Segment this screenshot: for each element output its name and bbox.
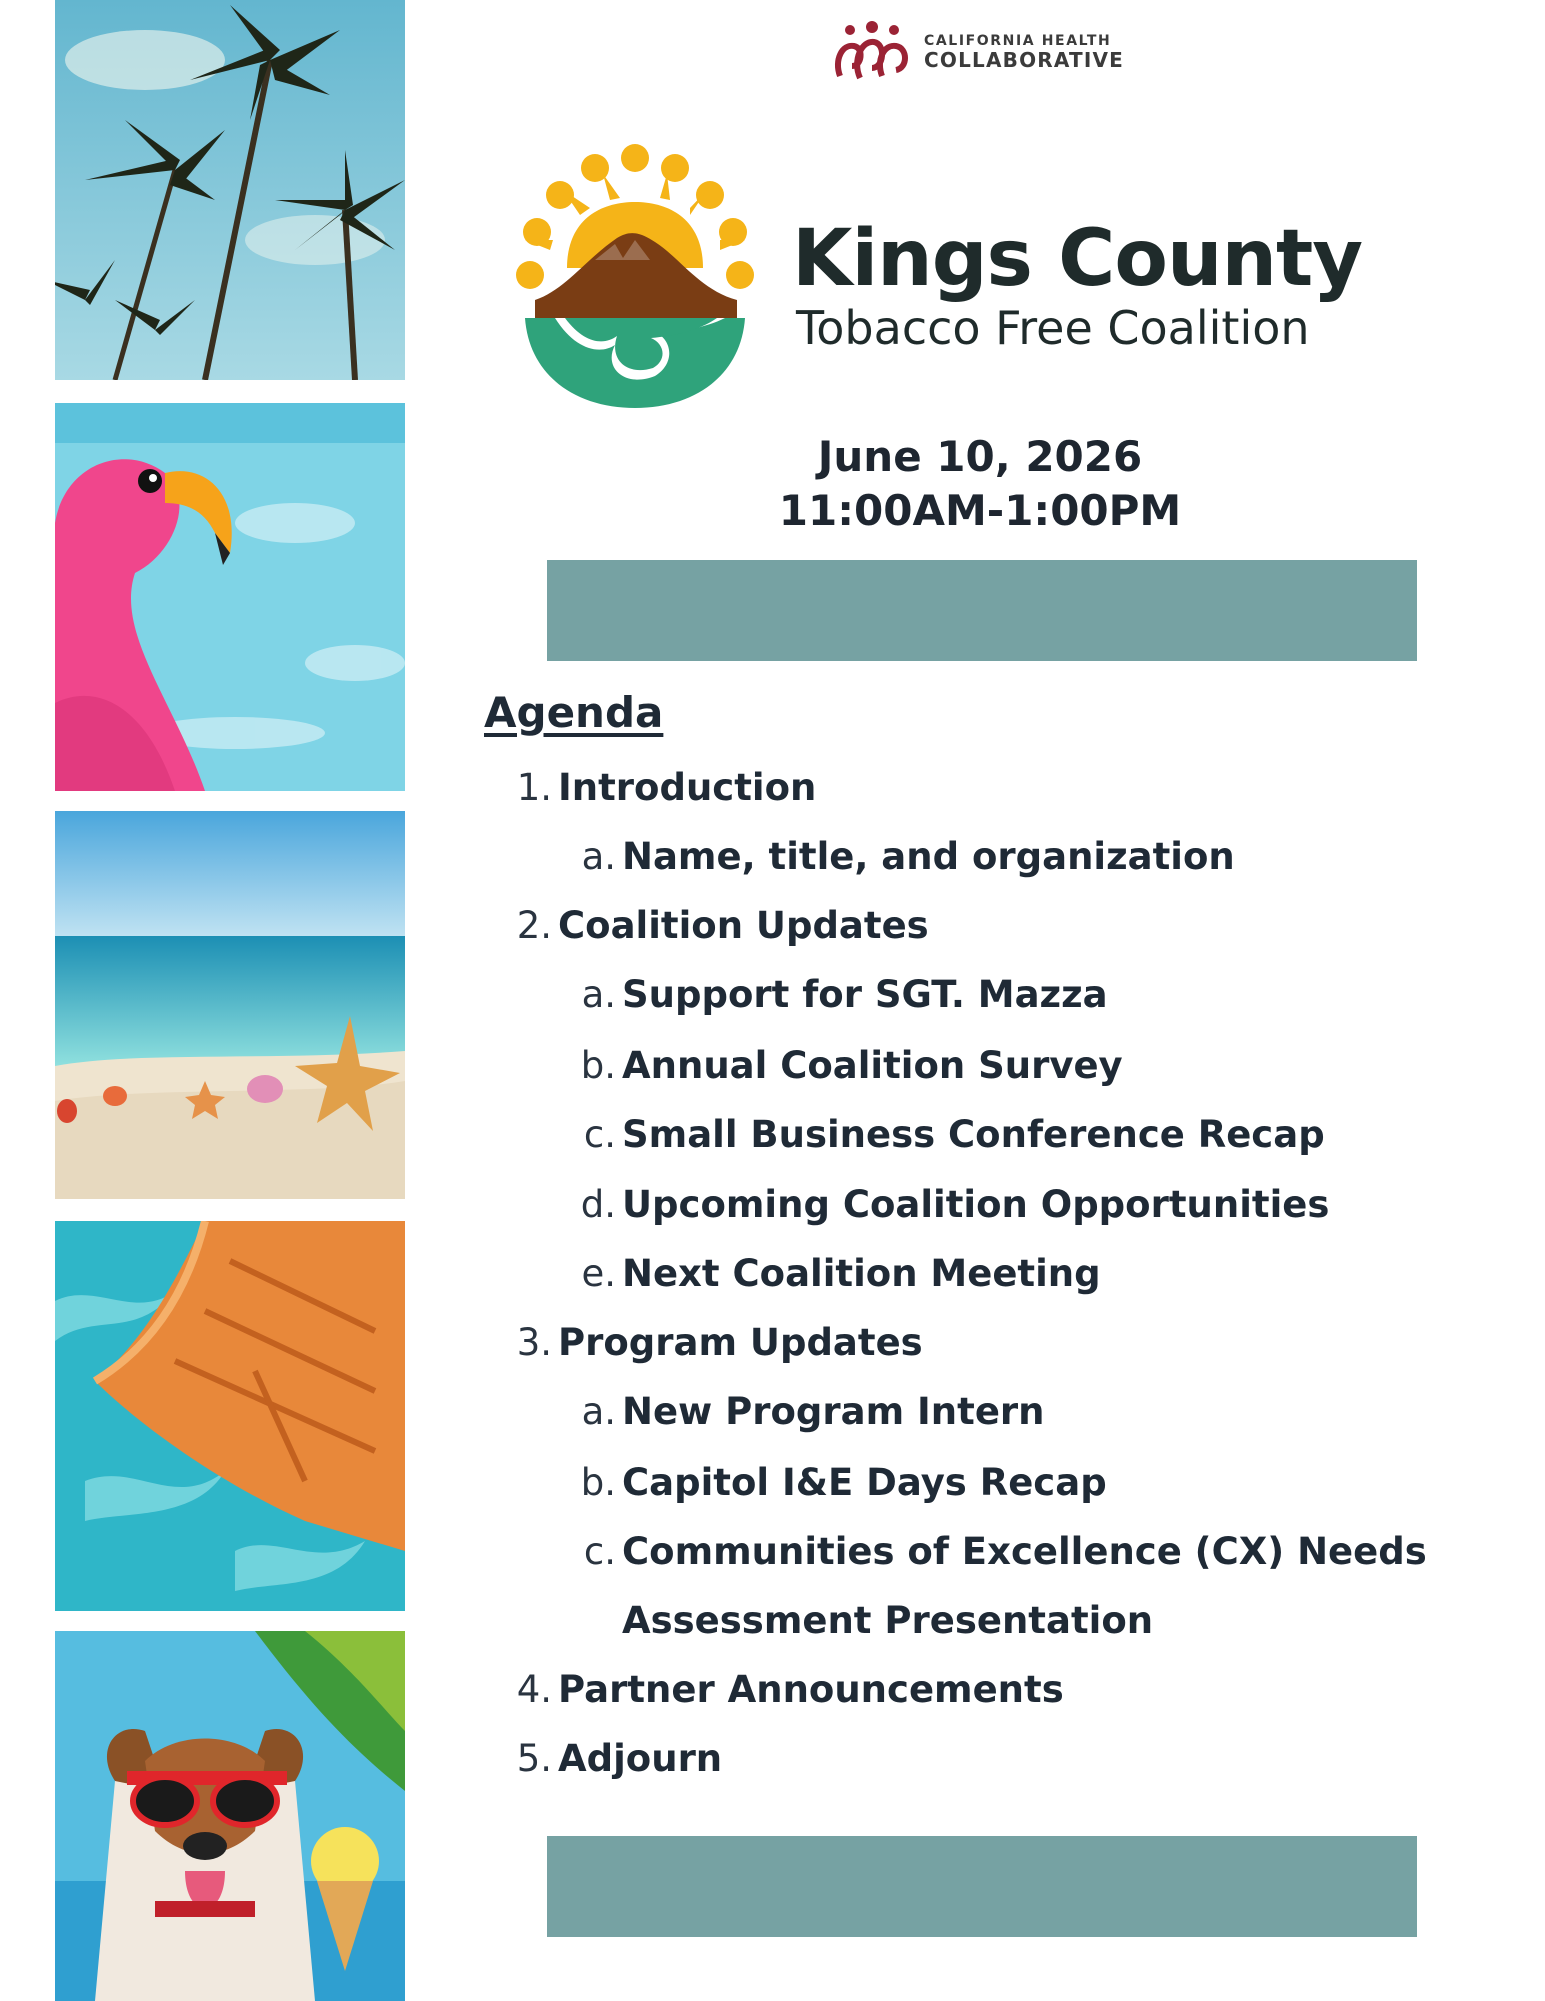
agenda-item [490,904,929,947]
agenda-subitem-letter: e. [581,1252,616,1295]
agenda-subitem-text: Name, title, and organization [622,835,1235,878]
agenda-subitem-text: Small Business Conference Recap [622,1113,1325,1156]
california-health-collaborative-logo [832,20,1132,84]
partner-logo-line1: CALIFORNIA HEALTH [924,33,1112,49]
beach-photo [55,811,405,1199]
agenda-item-text: Program Updates [558,1321,923,1364]
agenda-item-text: Adjourn [558,1737,723,1780]
chc-people-icon [832,20,916,84]
coalition-subtitle: Tobacco Free Coalition [796,301,1310,355]
flamingo-float-photo [55,403,405,791]
agenda-item-number: 4. [516,1668,552,1711]
event-time: 11:00AM-1:00PM [778,486,1182,535]
agenda-item-number: 5. [516,1737,552,1780]
pool-float-photo [55,1221,405,1611]
coalition-name: Kings County [792,214,1363,304]
agenda-subitem-letter: b. [580,1461,616,1504]
agenda-title: Agenda [484,688,664,737]
agenda-item-text: Partner Announcements [558,1668,1064,1711]
agenda-item-number: 3. [516,1321,552,1364]
agenda-item [490,766,817,809]
agenda-subitem-letter: b. [580,1044,616,1087]
agenda-item [490,1668,1064,1711]
event-date: June 10, 2026 [817,432,1143,481]
agenda-subitem-text: Annual Coalition Survey [622,1044,1123,1087]
coalition-sun-mountain-icon [505,140,765,410]
agenda-subitem [554,973,1108,1016]
agenda-subitem [554,1113,1325,1156]
agenda-subitem [554,835,1235,878]
agenda-subitem [554,1252,1101,1295]
agenda-subitem-letter: d. [580,1183,616,1226]
agenda-subitem-text: Support for SGT. Mazza [622,973,1108,1016]
agenda-subitem-letter: c. [583,1530,616,1573]
partner-logo-line2: COLLABORATIVE [924,48,1125,72]
accent-band-top [547,560,1417,661]
agenda-item-text: Introduction [558,766,817,809]
agenda-subitem-letter: c. [583,1113,616,1156]
agenda-subitem-text: Capitol I&E Days Recap [622,1461,1107,1504]
agenda-subitem [554,1530,1427,1573]
agenda-subitem-text: Next Coalition Meeting [622,1252,1101,1295]
agenda-item-number: 2. [516,904,552,947]
agenda-subitem-letter: a. [581,1390,616,1433]
agenda-item [490,1737,723,1780]
agenda-item-text: Coalition Updates [558,904,929,947]
agenda-subitem [554,1183,1330,1226]
accent-band-bottom [547,1836,1417,1937]
agenda-subitem-continuation: Assessment Presentation [622,1599,1154,1642]
agenda-subitem-text: Upcoming Coalition Opportunities [622,1183,1330,1226]
agenda-subitem-letter: a. [581,835,616,878]
agenda-subitem-text: Communities of Excellence (CX) Needs [622,1530,1427,1573]
agenda-subitem-letter: a. [581,973,616,1016]
agenda-subitem [554,1461,1107,1504]
palm-trees-photo [55,0,405,380]
agenda-subitem [554,1390,1045,1433]
agenda-subitem-text: New Program Intern [622,1390,1045,1433]
agenda-item-number: 1. [516,766,552,809]
agenda-subitem [554,1044,1123,1087]
dog-sunglasses-photo [55,1631,405,2001]
agenda-item [490,1321,923,1364]
